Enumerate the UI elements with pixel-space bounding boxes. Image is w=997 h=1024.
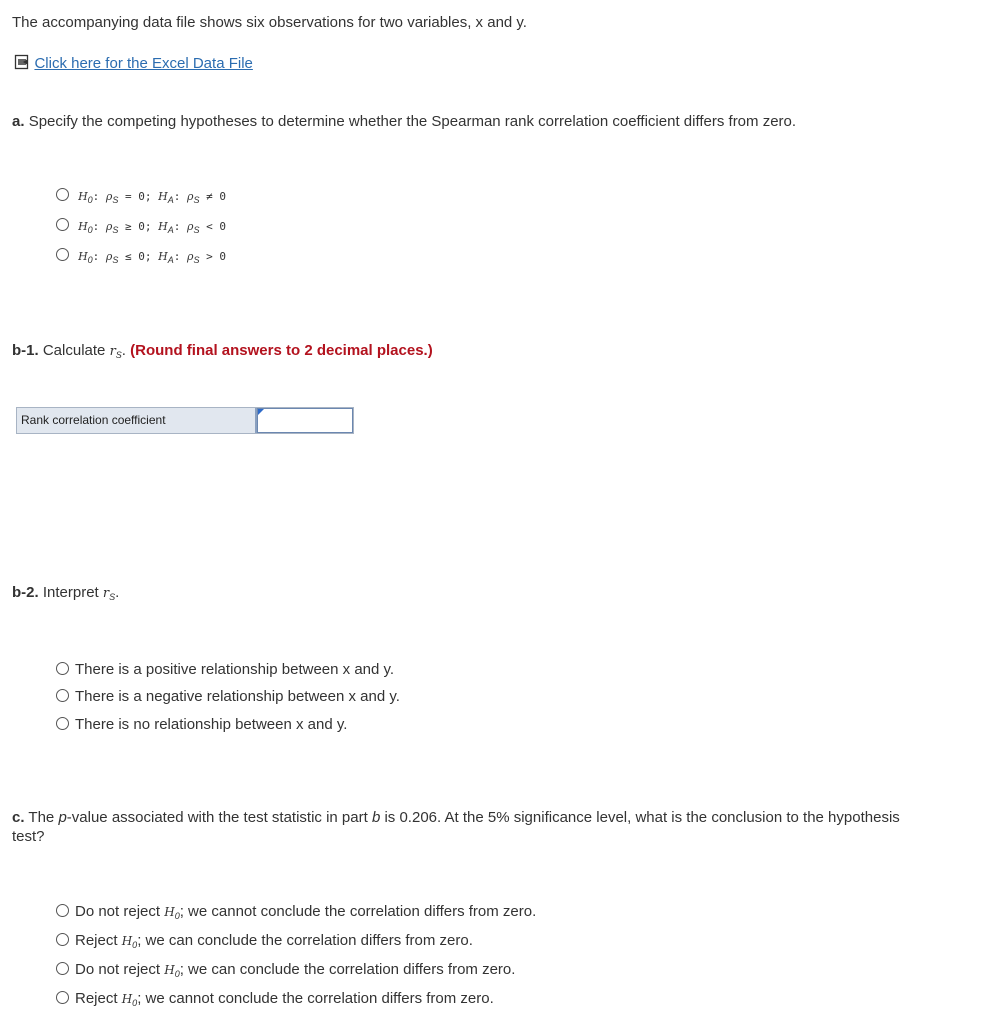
- radio-button[interactable]: [56, 904, 69, 917]
- part-b2-question: b-2. Interpret $r_S$.: [12, 584, 120, 602]
- part-ref: b: [371, 809, 381, 826]
- radio-button[interactable]: [56, 188, 69, 201]
- radio-button[interactable]: [56, 991, 69, 1004]
- part-b2-text: Interpret: [42, 584, 99, 601]
- part-b1-text: Calculate: [42, 342, 106, 359]
- part-c-text-pre: The: [28, 809, 55, 826]
- option-text: There is a positive relationship between x and y.: [75, 661, 395, 678]
- part-b1-question: b-1. Calculate $r_S$. (Round final answers to 2 decimal places.): [12, 342, 433, 360]
- h0-operator: ≥: [125, 220, 132, 233]
- intro-text: The accompanying data file shows six observations for two variables, x and y.: [12, 14, 527, 31]
- part-b1-label: b-1.: [12, 342, 39, 359]
- part-c-question-line2: test?: [12, 828, 45, 845]
- part-a-text: Specify the competing hypotheses to determine whether the Spearman rank correlation coefficient differs from zero.: [28, 113, 797, 130]
- input-flag-icon: [258, 409, 264, 415]
- part-b2-label: b-2.: [12, 584, 39, 601]
- option-text: There is no relationship between x and y.: [75, 716, 348, 733]
- radio-button[interactable]: [56, 689, 69, 702]
- interpret-option-3[interactable]: [56, 715, 347, 735]
- part-c-text-mid: -value associated with the test statistic in part: [66, 809, 368, 826]
- rank-correlation-input[interactable]: [257, 408, 353, 433]
- excel-data-file-link[interactable]: Click here for the Excel Data File: [34, 55, 253, 72]
- part-a-label: a.: [12, 113, 25, 130]
- radio-button[interactable]: [56, 662, 69, 675]
- ha-operator: ≠: [206, 190, 213, 203]
- radio-button[interactable]: [56, 248, 69, 261]
- part-c-label: c.: [12, 809, 25, 826]
- excel-file-icon: [14, 54, 30, 70]
- hypothesis-option-3[interactable]: $H_0$: $\rho_S \le 0$; $H_A$: $\rho_S > 0$: [56, 248, 226, 265]
- data-file-link-row[interactable]: [14, 54, 253, 73]
- option-text-post: ; we cannot conclude the correlation differs from zero.: [179, 903, 537, 920]
- rank-correlation-label: Rank correlation coefficient: [17, 408, 257, 433]
- hypothesis-option-1[interactable]: $H_0$: $\rho_S = 0$; $H_A$: $\rho_S \ne 0$: [56, 188, 226, 205]
- hypothesis-option-2[interactable]: $H_0$: $\rho_S \ge 0$; $H_A$: $\rho_S < 0$: [56, 218, 226, 235]
- option-text-post: ; we can conclude the correlation differs from zero.: [179, 961, 516, 978]
- option-text-pre: Do not reject: [75, 903, 161, 920]
- radio-button[interactable]: [56, 717, 69, 730]
- interpret-option-1[interactable]: [56, 660, 394, 680]
- conclusion-option-2[interactable]: Reject $H_0$; we can conclude the correlation differs from zero.: [56, 931, 473, 955]
- rounding-instruction: (Round final answers to 2 decimal places.): [130, 342, 433, 359]
- option-text: There is a negative relationship between x and y.: [75, 688, 400, 705]
- ha-operator: >: [206, 250, 213, 263]
- option-text-pre: Do not reject: [75, 961, 161, 978]
- part-a-question: [12, 112, 796, 132]
- h0-operator: =: [125, 190, 132, 203]
- interpret-option-2[interactable]: [56, 687, 400, 707]
- part-c-text-post: is 0.206. At the 5% significance level, what is the conclusion to the hypothesis: [384, 809, 900, 826]
- conclusion-option-1[interactable]: Do not reject $H_0$; we cannot conclude the correlation differs from zero.: [56, 902, 536, 926]
- ha-operator: <: [206, 220, 213, 233]
- option-text-pre: Reject: [75, 932, 118, 949]
- part-c-question: [12, 808, 900, 828]
- conclusion-option-4[interactable]: Reject $H_0$; we cannot conclude the correlation differs from zero.: [56, 989, 494, 1013]
- answer-table: [16, 407, 354, 434]
- option-text-post: ; we cannot conclude the correlation differs from zero.: [137, 990, 494, 1007]
- radio-button[interactable]: [56, 933, 69, 946]
- h0-operator: ≤: [125, 250, 132, 263]
- radio-button[interactable]: [56, 962, 69, 975]
- option-text-post: ; we can conclude the correlation differs from zero.: [137, 932, 473, 949]
- option-text-pre: Reject: [75, 990, 118, 1007]
- p-term: p: [58, 809, 67, 826]
- conclusion-option-3[interactable]: Do not reject $H_0$; we can conclude the correlation differs from zero.: [56, 960, 515, 984]
- radio-button[interactable]: [56, 218, 69, 231]
